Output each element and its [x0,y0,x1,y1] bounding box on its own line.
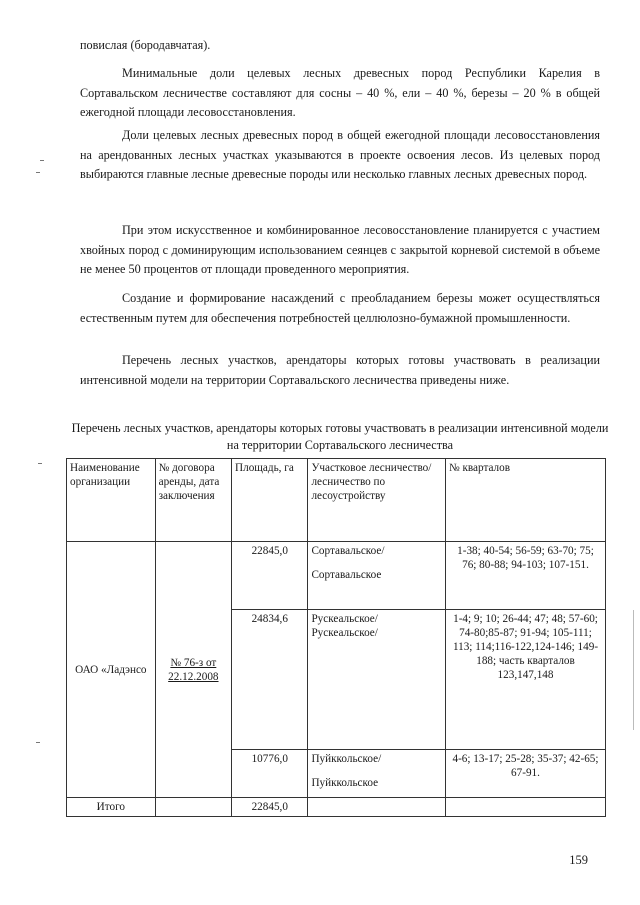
total-label: Итого [67,798,156,817]
forestry-management: Сортавальское [311,569,382,581]
contract-cell [155,542,231,798]
forestry-district: Сортавальское/ [311,545,385,557]
lease-table [66,458,606,817]
scan-speck [36,172,40,173]
organization-name: ОАО «Ладэнсо [75,663,147,676]
paragraph-species-in-project: Доли целевых лесных древесных пород в общей ежегодной площади лесовосстановления на арендованных лесных участках указываются в проекте освоения лесов. Из целевых пород выбираются главные лесные древесные породы или несколько главных лесных древесных пород. [80,128,600,181]
scan-speck [38,463,42,464]
forestry-cell [308,750,446,798]
forestry-management: Рускеальское/ [311,627,378,639]
total-quarters-empty [446,798,606,817]
area-cell [232,750,308,798]
header-organization: Наименование организации [67,459,156,542]
area-cell [232,610,308,750]
paragraph-list-intro: Перечень лесных участков, арендаторы которых готовы участвовать в реализации интенсивной модели на территории Сортавальского лесничества приведены ниже. [80,353,600,387]
total-contract-empty [155,798,231,817]
forestry-district: Пуйккольское/ [311,753,382,765]
forestry-cell [308,542,446,610]
quarters-cell: 1-4; 9; 10; 26-44; 47; 48; 57-60; 74-80;85-87; 91-94; 105-111; 113; 114;116-122,124-146; 149-188; часть кварталов 123,147,148 [446,610,606,750]
paragraph-target-species-shares: Минимальные доли целевых лесных древесных пород Республики Карелия в Сортавальском лесничестве составляют для сосны – 40 %, ели – 40 %, березы – 20 % в общей ежегодной площади лесовосстановления. [80,66,600,119]
area-cell [232,542,308,610]
header-contract: № договора аренды, дата заключения [155,459,231,542]
page-number: 159 [569,853,588,867]
forestry-district: Рускеальское/ [311,613,378,625]
scan-speck [36,742,40,743]
forestry-cell [308,610,446,750]
total-row [67,798,606,817]
paragraph-continuation: повислая (бородавчатая). [80,38,211,52]
organization-cell [67,542,156,798]
scan-speck [40,160,44,161]
paragraph-birch-stands: Создание и формирование насаждений с преобладанием березы может осуществляться естественным путем для обеспечения потребностей целлюлозно-бумажной промышленности. [80,291,600,325]
table-caption: Перечень лесных участков, арендаторы которых готовы участвовать в реализации интенсивной модели на территории Сортавальского лесничества [71,421,609,452]
header-forestry: Участковое лесничество/ лесничество по лесоустройству [308,459,446,542]
area-value: 10776,0 [251,753,288,765]
table-row [67,542,606,610]
area-value: 24834,6 [251,613,288,625]
table-header-row [67,459,606,542]
total-area: 22845,0 [232,798,308,817]
header-area: Площадь, га [232,459,308,542]
paragraph-reforestation-planning: При этом искусственное и комбинированное лесовосстановление планируется с участием хвойных пород с доминирующим использованием сеянцев с закрытой корневой системой в объеме не менее 50 процентов от площади проведенного мероприятия. [80,223,600,276]
header-quarters: № кварталов [446,459,606,542]
contract-number: № 76-з от 22.12.2008 [168,656,219,683]
quarters-cell: 4-6; 13-17; 25-28; 35-37; 42-65; 67-91. [446,750,606,798]
forestry-management: Пуйккольское [311,777,379,789]
scan-edge-line [633,610,634,730]
area-value: 22845,0 [251,545,288,557]
total-forestry-empty [308,798,446,817]
quarters-cell: 1-38; 40-54; 56-59; 63-70; 75; 76; 80-88; 94-103; 107-151. [446,542,606,610]
